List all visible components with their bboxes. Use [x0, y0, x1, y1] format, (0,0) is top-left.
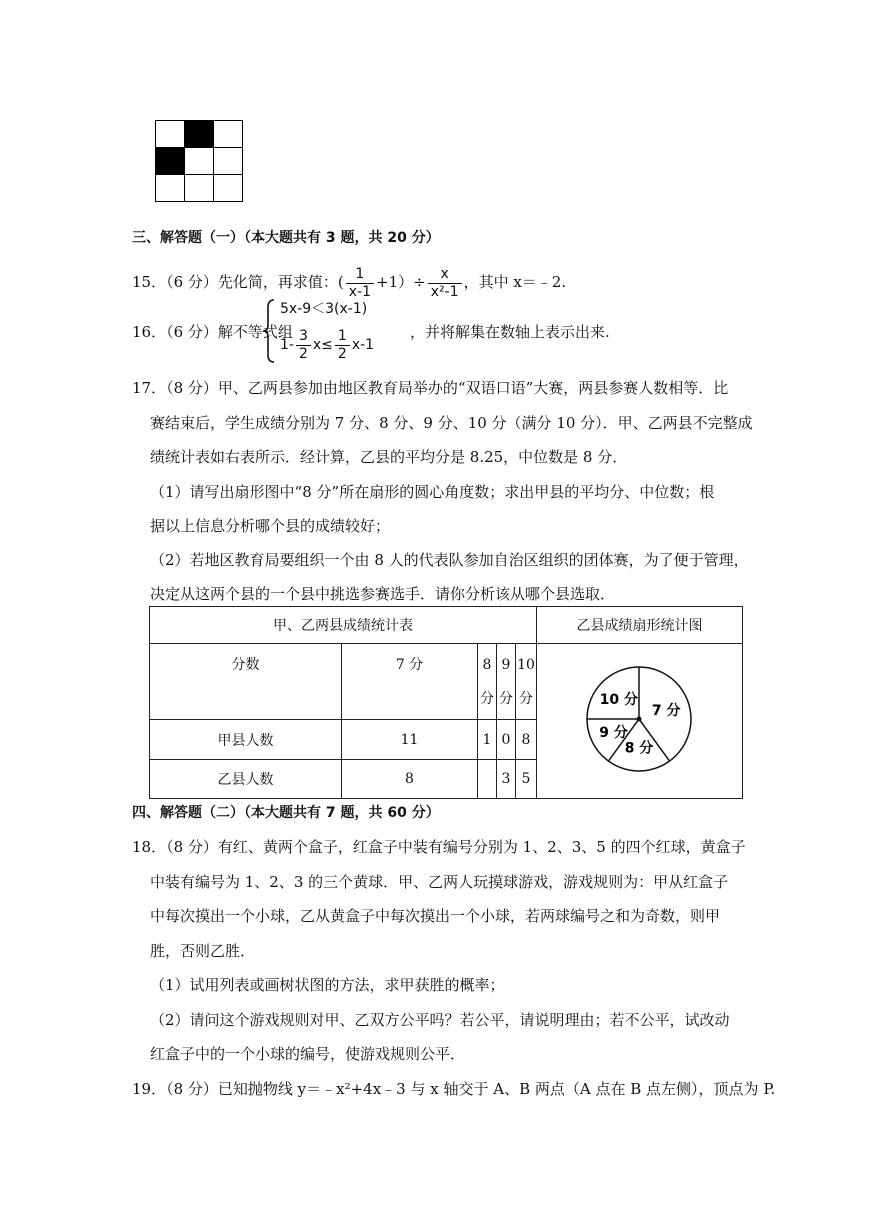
pie-chart	[537, 644, 742, 794]
q15-fraction-2: $\frac{x}{\text{x²-1}}$	[428, 266, 462, 301]
grid-figure	[155, 120, 243, 202]
q18-line: （1）试用列表或画树状图的方法，求甲获胜的概率；	[150, 976, 505, 994]
q15-plus: +1）÷	[376, 273, 426, 291]
q17-line: 赛结束后，学生成绩分别为 7 分、8 分、9 分、10 分（满分 10 分）．甲、乙两县不完整成	[150, 414, 753, 432]
grid-cell	[214, 148, 243, 175]
brace-icon	[262, 299, 276, 363]
q18-line: 18．（8 分）有红、黄两个盒子，红盒子中装有编号分别为 1、2、3、5 的四个红球，黄盒子	[132, 838, 746, 856]
q17-line: 决定从这两个县的一个县中挑选参赛选手．请你分析该从哪个县选取．	[150, 585, 616, 603]
grid-cell	[156, 175, 185, 202]
row-yi-label: 乙县人数	[150, 759, 342, 798]
row-yi-9: 3	[497, 759, 516, 798]
row-jia-9: 0	[497, 720, 516, 759]
q18-line: 胜，否则乙胜．	[150, 942, 256, 960]
grid-cell-black	[185, 121, 214, 148]
q18-line: 红盒子中的一个小球的编号，使游戏规则公平．	[150, 1045, 466, 1063]
section-4-heading: 四、解答题（二）（本大题共有 7 题，共 60 分）	[132, 805, 440, 821]
row-jia-10: 8	[516, 720, 537, 759]
header-7: 7 分	[342, 644, 478, 720]
row-jia-8: 1	[478, 720, 497, 759]
inequality-fraction-1: $\frac{3}{2}$	[296, 328, 311, 363]
q17-line: 17．（8 分）甲、乙两县参加由地区教育局举办的“双语口语”大赛，两县参赛人数相等．比	[132, 379, 729, 397]
q18-line: 中装有编号为 1、2、3 的三个黄球．甲、乙两人玩摸球游戏，游戏规则为：甲从红盒子	[150, 873, 729, 891]
pie-slice-label: 7 分	[651, 703, 681, 720]
pie-slice-label: 9 分	[599, 724, 628, 741]
grid-cell-black	[156, 148, 185, 175]
question-15	[132, 262, 566, 302]
row-yi-10: 5	[516, 759, 537, 798]
q18-line: （2）请问这个游戏规则对甲、乙双方公平吗？若公平，请说明理由；若不公平，试改动	[150, 1011, 730, 1029]
pie-title: 乙县成绩扇形统计图	[537, 607, 743, 644]
grid-cell	[156, 121, 185, 148]
pie-slice-label: 10 分	[599, 691, 638, 708]
q17-line: （2）若地区教育局要组织一个由 8 人的代表队参加自治区组织的团体赛，为了便于管理，	[150, 551, 749, 569]
q15-fraction-1: $\frac{1}{x-1}$	[346, 266, 374, 301]
pie-chart-cell	[537, 644, 743, 799]
question-16-suffix: ，并将解集在数轴上表示出来.	[410, 323, 610, 341]
header-score: 分数	[150, 644, 342, 720]
row-yi-8	[478, 759, 497, 798]
header-8: 8 分	[478, 644, 497, 720]
question-19: 19．（8 分）已知抛物线 y＝﹣x²+4x﹣3 与 x 轴交于 A、B 两点（A 点在 B 点左侧），顶点为 P.	[132, 1080, 776, 1098]
grid-cell	[185, 175, 214, 202]
q15-prefix: 15．（6 分）先化简，再求值：(	[132, 273, 344, 291]
table-title: 甲、乙两县成绩统计表	[150, 607, 537, 644]
score-statistics-table	[149, 606, 743, 799]
header-10: 10 分	[516, 644, 537, 720]
row-jia-label: 甲县人数	[150, 720, 342, 759]
q18-line: 中每次摸出一个小球，乙从黄盒子中每次摸出一个小球，若两球编号之和为奇数，则甲	[150, 907, 721, 925]
inequality-line-2: 1- $\frac{3}{2}$ x≤ $\frac{1}{2}$ x-1	[280, 327, 375, 362]
q17-line: 据以上信息分析哪个县的成绩较好；	[150, 517, 391, 535]
row-jia-7: 11	[342, 720, 478, 759]
q15-suffix: ，其中 x＝﹣2.	[463, 273, 567, 291]
section-3-heading: 三、解答题（一）（本大题共有 3 题，共 20 分）	[132, 230, 440, 246]
q17-line: （1）请写出扇形图中“8 分”所在扇形的圆心角度数；求出甲县的平均分、中位数；根	[150, 483, 715, 501]
pie-slice-label: 8 分	[624, 740, 654, 757]
grid-cell	[185, 148, 214, 175]
q17-line: 绩统计表如右表所示．经计算，乙县的平均分是 8.25，中位数是 8 分．	[150, 448, 628, 466]
grid-cell	[214, 175, 243, 202]
question-16-prefix: 16．（6 分）解不等式组	[132, 323, 293, 341]
inequality-line-1: 5x-9＜3(x-1)	[280, 301, 368, 317]
pie-center-dot	[637, 717, 642, 722]
row-yi-7: 8	[342, 759, 478, 798]
grid-cell	[214, 121, 243, 148]
inequality-fraction-2: $\frac{1}{2}$	[335, 328, 350, 363]
header-9: 9 分	[497, 644, 516, 720]
